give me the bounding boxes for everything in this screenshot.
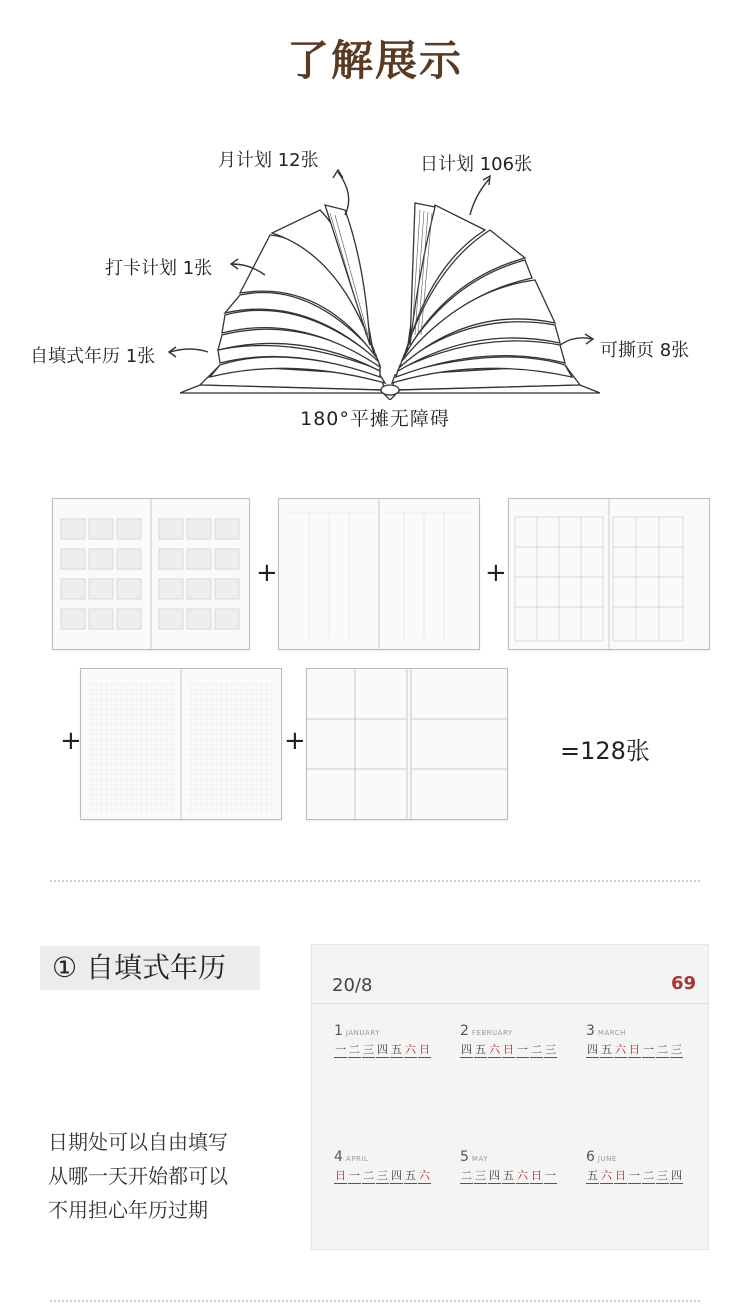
plus-sign: +	[485, 558, 507, 588]
weekday-label: 四	[377, 1043, 388, 1056]
calendar-year: 20/8	[332, 975, 373, 996]
weekday-label: 三	[671, 1043, 682, 1056]
spread-tear-pages	[306, 668, 508, 820]
dotted-divider	[50, 1300, 700, 1302]
weekday-label: 六	[601, 1169, 612, 1182]
month-block	[460, 1023, 558, 1058]
spread-checkin	[278, 498, 480, 650]
month-number: 2	[460, 1023, 469, 1039]
weekday-label: 日	[629, 1043, 640, 1056]
weekday-label: 日	[503, 1043, 514, 1056]
weekday-label: 五	[391, 1043, 402, 1056]
weekday-label: 五	[405, 1169, 416, 1182]
month-title	[334, 1149, 432, 1165]
weekday-label: 日	[335, 1169, 346, 1182]
page-title: 了解展示	[286, 36, 463, 85]
label-day-plan: 日计划 106张	[420, 154, 533, 175]
month-number: 5	[460, 1149, 469, 1165]
weekday-label: 一	[629, 1169, 640, 1182]
month-number: 6	[586, 1149, 595, 1165]
month-title	[586, 1149, 684, 1165]
month-name: MAY	[471, 1155, 488, 1163]
weekday-label: 日	[531, 1169, 542, 1182]
weekday-label: 四	[587, 1043, 598, 1056]
month-title	[586, 1023, 684, 1039]
plus-sign: +	[256, 558, 278, 588]
weekday-label: 五	[475, 1043, 486, 1056]
weekday-label: 四	[489, 1169, 500, 1182]
month-block	[334, 1149, 432, 1184]
total-pages: =128张	[560, 737, 650, 765]
weekday-label: 日	[419, 1043, 430, 1056]
weekday-label: 五	[587, 1169, 598, 1182]
month-number: 4	[334, 1149, 343, 1165]
month-block	[586, 1149, 684, 1184]
weekday-label: 一	[643, 1043, 654, 1056]
month-title	[460, 1149, 558, 1165]
weekday-label: 六	[489, 1043, 500, 1056]
plus-sign: +	[284, 726, 306, 756]
weekday-label: 一	[349, 1169, 360, 1182]
weekday-label: 一	[335, 1043, 346, 1056]
label-month-plan: 月计划 12张	[218, 150, 319, 171]
weekday-label: 六	[615, 1043, 626, 1056]
weekday-row	[334, 1167, 432, 1184]
label-tear-pages: 可撕页 8张	[600, 340, 690, 361]
weekday-label: 三	[657, 1169, 668, 1182]
month-block	[460, 1149, 558, 1184]
weekday-label: 四	[671, 1169, 682, 1182]
label-checkin-plan: 打卡计划 1张	[105, 258, 213, 279]
month-title	[460, 1023, 558, 1039]
weekday-label: 一	[545, 1169, 556, 1182]
weekday-label: 三	[363, 1043, 374, 1056]
weekday-label: 二	[461, 1169, 472, 1182]
weekday-row	[460, 1041, 558, 1058]
weekday-label: 二	[349, 1043, 360, 1056]
weekday-label: 六	[419, 1169, 430, 1182]
month-name: MARCH	[597, 1029, 626, 1037]
weekday-label: 三	[545, 1043, 556, 1056]
header-rule	[312, 1003, 708, 1004]
weekday-label: 三	[377, 1169, 388, 1182]
spread-calendar	[52, 498, 250, 650]
weekday-row	[586, 1041, 684, 1058]
weekday-row	[460, 1167, 558, 1184]
weekday-label: 四	[391, 1169, 402, 1182]
lay-flat-caption: 180°平摊无障碍	[300, 408, 450, 430]
dotted-divider	[50, 880, 700, 882]
weekday-label: 四	[461, 1043, 472, 1056]
month-number: 1	[334, 1023, 343, 1039]
section-tag: ① 自填式年历	[40, 946, 260, 990]
month-block	[586, 1023, 684, 1058]
month-name: APRIL	[345, 1155, 369, 1163]
spread-day-plan	[80, 668, 282, 820]
weekday-label: 二	[531, 1043, 542, 1056]
desc-line: 从哪一天开始都可以	[48, 1164, 228, 1188]
weekday-label: 二	[657, 1043, 668, 1056]
month-name: JANUARY	[345, 1029, 380, 1037]
desc-line: 日期处可以自由填写	[48, 1130, 228, 1154]
plus-sign: +	[60, 726, 82, 756]
label-calendar: 自填式年历 1张	[30, 346, 156, 367]
weekday-row	[586, 1167, 684, 1184]
weekday-label: 六	[517, 1169, 528, 1182]
month-name: JUNE	[597, 1155, 617, 1163]
weekday-label: 日	[615, 1169, 626, 1182]
weekday-label: 一	[517, 1043, 528, 1056]
calendar-photo	[311, 944, 709, 1250]
month-block	[334, 1023, 432, 1058]
calendar-badge: 69	[670, 973, 696, 994]
weekday-label: 二	[363, 1169, 374, 1182]
month-name: FEBRUARY	[471, 1029, 513, 1037]
weekday-label: 六	[405, 1043, 416, 1056]
month-title	[334, 1023, 432, 1039]
desc-line: 不用担心年历过期	[48, 1198, 208, 1222]
spread-month-plan	[508, 498, 710, 650]
weekday-label: 五	[601, 1043, 612, 1056]
month-number: 3	[586, 1023, 595, 1039]
weekday-row	[334, 1041, 432, 1058]
weekday-label: 二	[643, 1169, 654, 1182]
weekday-label: 五	[503, 1169, 514, 1182]
weekday-label: 三	[475, 1169, 486, 1182]
